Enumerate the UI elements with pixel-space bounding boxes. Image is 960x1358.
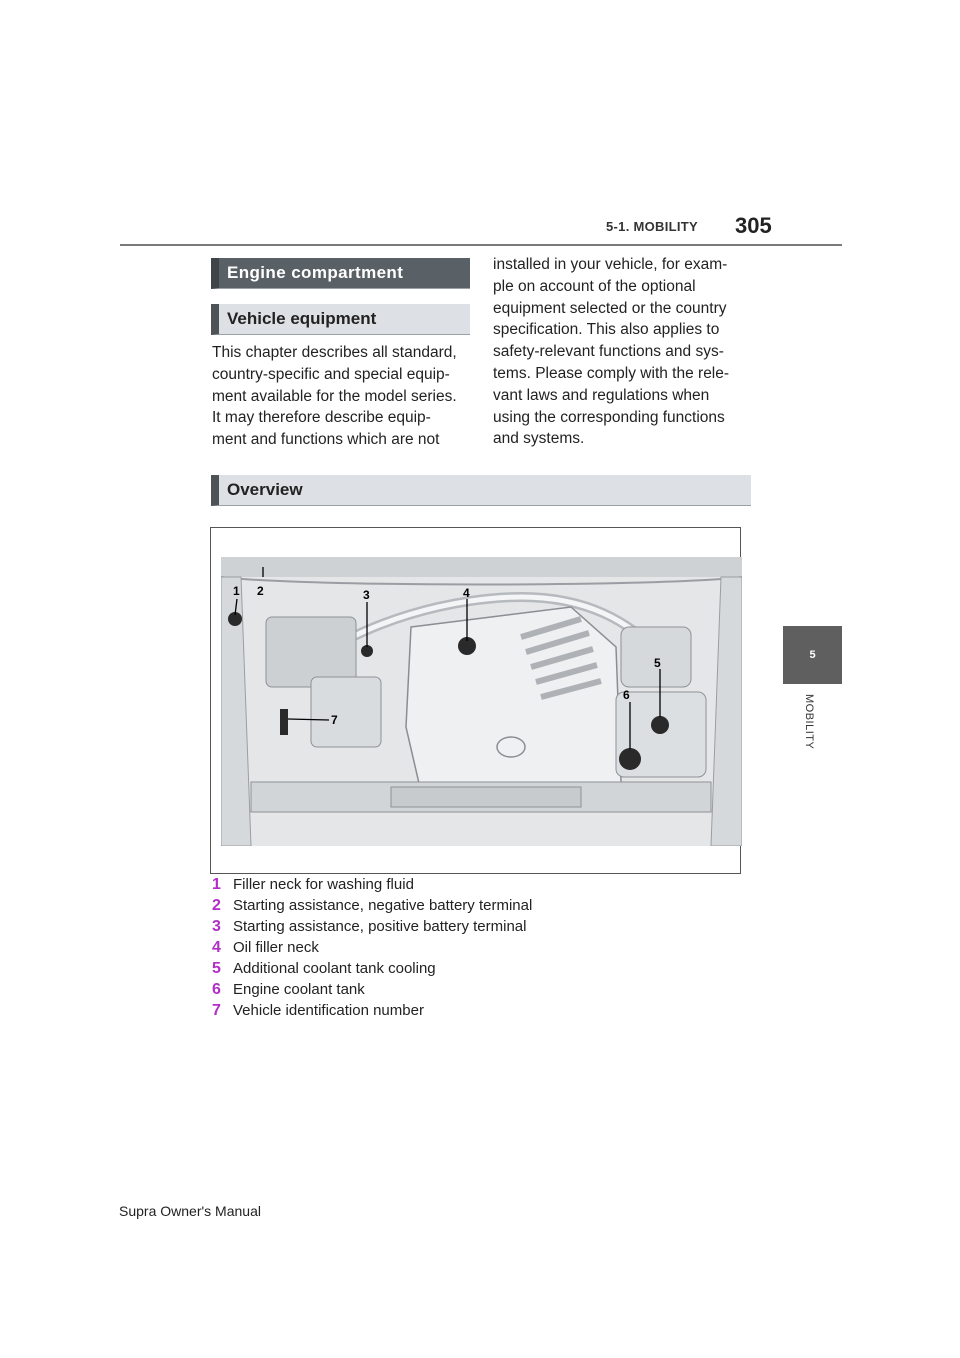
manual-title: Supra Owner's Manual [119, 1203, 261, 1219]
header-rule [120, 244, 842, 246]
legend-number: 1 [212, 875, 221, 893]
legend-number: 5 [212, 959, 221, 977]
legend-text: Vehicle identification number [233, 1002, 424, 1019]
callout-7: 7 [331, 713, 338, 727]
text-line: ment and functions which are not [212, 431, 440, 449]
text-line: specification. This also applies to [493, 321, 720, 339]
list-item [212, 937, 532, 958]
text-line: ple on account of the optional [493, 277, 696, 295]
section-heading-engine-compartment [211, 258, 470, 289]
callout-2: 2 [257, 584, 264, 598]
list-item [212, 979, 532, 1000]
legend-number: 4 [212, 938, 221, 956]
chapter-tab-label: MOBILITY [803, 694, 815, 750]
text-line: using the corresponding functions [493, 408, 725, 426]
legend-number: 3 [212, 917, 221, 935]
section-heading-text: Engine compartment [227, 263, 404, 282]
text-line: country-specific and special equip- [212, 365, 450, 383]
text-line: This chapter describes all standard, [212, 344, 457, 361]
text-line: ment available for the model series. [212, 387, 457, 405]
text-line: It may therefore describe equip- [212, 409, 431, 427]
section-heading-text: Vehicle equipment [227, 309, 377, 328]
legend-text: Engine coolant tank [233, 981, 365, 998]
chapter-title: 5-1. MOBILITY [606, 219, 699, 234]
text-line: installed in your vehicle, for exam- [493, 256, 728, 273]
text-line: vant laws and regulations when [493, 386, 710, 404]
body-text-right [493, 254, 729, 450]
legend-number: 2 [212, 896, 221, 914]
list-item [212, 874, 532, 895]
callout-3: 3 [363, 588, 370, 602]
text-line: safety-relevant functions and sys- [493, 343, 724, 361]
text-line: and systems. [493, 430, 585, 448]
text-line: tems. Please comply with the rele- [493, 364, 730, 382]
engine-compartment-figure [210, 527, 741, 874]
legend-text: Additional coolant tank cooling [233, 960, 436, 977]
section-heading-overview [211, 475, 751, 506]
body-text-left [212, 342, 457, 451]
callout-6: 6 [623, 688, 630, 702]
legend-text: Starting assistance, negative battery terminal [233, 897, 533, 914]
legend-number: 6 [212, 980, 221, 998]
list-item [212, 916, 532, 937]
section-heading-text: Overview [227, 480, 303, 499]
text-line: equipment selected or the country [493, 299, 727, 317]
page-number: 305 [735, 213, 772, 238]
list-item [212, 958, 532, 979]
engine-illustration [221, 557, 742, 846]
callout-4: 4 [463, 586, 470, 600]
figure-legend [212, 874, 532, 1021]
legend-text: Oil filler neck [233, 939, 319, 956]
legend-text: Filler neck for washing fluid [233, 876, 414, 893]
section-heading-vehicle-equipment [211, 304, 470, 335]
legend-number: 7 [212, 1001, 221, 1019]
legend-text: Starting assistance, positive battery terminal [233, 918, 527, 935]
chapter-tab-number: 5 [809, 649, 816, 661]
callout-1: 1 [233, 584, 240, 598]
chapter-tab[interactable] [783, 626, 842, 684]
list-item [212, 1000, 532, 1021]
callout-5: 5 [654, 656, 661, 670]
list-item [212, 895, 532, 916]
